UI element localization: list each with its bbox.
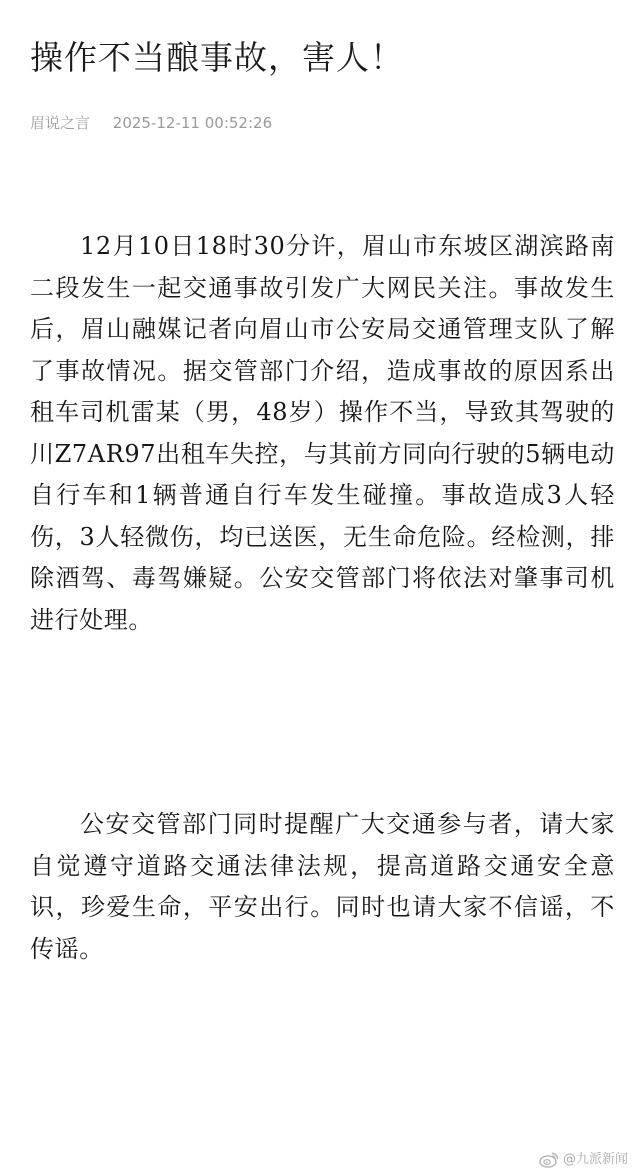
- publish-datetime: 2025-12-11 00:52:26: [112, 114, 273, 132]
- body-paragraph-2: 公安交管部门同时提醒广大交通参与者，请大家自觉遵守道路交通法律法规，提高道路交通安全意识，珍爱生命，平安出行。同时也请大家不信谣，不传谣。: [30, 810, 615, 963]
- article-meta: [30, 112, 272, 134]
- watermark-text: @九派新闻: [562, 1151, 628, 1167]
- page-title: 操作不当酿事故，害人！: [30, 38, 404, 77]
- source-watermark: [539, 1151, 628, 1168]
- author-name[interactable]: 眉说之言: [30, 114, 91, 132]
- body-paragraph-1: 12月10日18时30分许，眉山市东坡区湖滨路南二段发生一起交通事故引发广大网民关注。事故发生后，眉山融媒记者向眉山市公安局交通管理支队了解了事故情况。据交管部门介绍，造成事故的原因系出租车司机雷某（男，48岁）操作不当，导致其驾驶的川Z7AR97出租车失控，与其前方同向行驶的5辆电动自行车和1辆普通自行车发生碰撞。事故造成3人轻伤，3人轻微伤，均已送医，无生命危险。经检测，排除酒驾、毒驾嫌疑。公安交管部门将依法对肇事司机进行处理。: [30, 232, 615, 634]
- weibo-logo-icon: [539, 1151, 559, 1168]
